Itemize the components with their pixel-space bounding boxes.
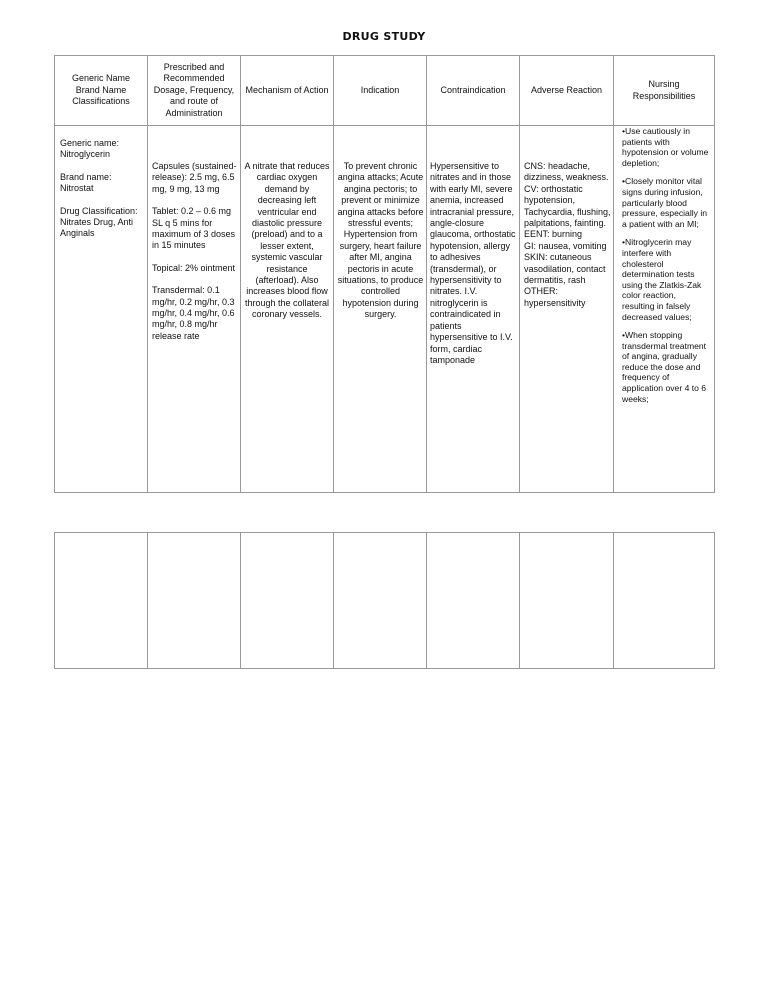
generic-value: Nitroglycerin — [60, 149, 111, 160]
blank-cell — [520, 533, 614, 669]
indication-text: To prevent chronic angina attacks; Acute angina pectoris; to prevent or minimize angina attacks before stressful events; Hypertension from surgery, heart failure after MI, angina pectoris in acute situations, to produce controlled hypotension during surgery. — [337, 161, 424, 320]
blank-cell — [241, 533, 334, 669]
blank-cell — [614, 533, 715, 669]
nursing-item: •Use cautiously in patients with hypotension or volume depletion; — [622, 126, 709, 168]
names-cell — [55, 126, 148, 493]
adverse-gi: GI: nausea, vomiting — [524, 240, 607, 251]
mechanism-cell — [241, 126, 334, 493]
blank-cell — [148, 533, 241, 669]
blank-cell — [427, 533, 520, 669]
header-names: Generic Name Brand Name Classifications — [55, 56, 148, 126]
header-dosage: Prescribed and Recommended Dosage, Frequency, and route of Administration — [148, 56, 241, 126]
dosage-tablet: Tablet: 0.2 – 0.6 mg SL q 5 mins for maximum of 3 doses in 15 minutes — [152, 206, 236, 251]
adverse-reaction-cell — [520, 126, 614, 493]
contraindication-text: Hypersensitive to nitrates and in those with early MI, severe anemia, increased intracranial pressure, angle-closure glaucoma, orthostatic hypotension, allergy to adhesives (transdermal), or hypersensitivity to nitrates. I.V. nitroglycerin is contraindicated in patients hypersensitive to I.V. form, cardiac tamponade — [430, 161, 516, 365]
header-mechanism: Mechanism of Action — [241, 56, 334, 126]
dosage-cell — [148, 126, 241, 493]
contraindication-cell — [427, 126, 520, 493]
blank-cell — [334, 533, 427, 669]
header-row — [55, 56, 715, 126]
nursing-item: •Nitroglycerin may interfere with cholesterol determination tests using the Zlatkis-Zak color reaction, resulting in falsely decreased values; — [622, 237, 702, 322]
blank-table — [54, 532, 715, 669]
adverse-cns: CNS: headache, dizziness, weakness. — [524, 161, 609, 183]
adverse-other: OTHER: hypersensitivity — [524, 286, 586, 308]
brand-value: Nitrostat — [60, 183, 94, 194]
nursing-item: •Closely monitor vital signs during infusion, particularly blood pressure, especially in a patient with an MI; — [622, 176, 708, 229]
generic-label: Generic name: — [60, 138, 120, 148]
header-adverse-reaction: Adverse Reaction — [520, 56, 614, 126]
nursing-cell — [614, 126, 715, 493]
mechanism-text: A nitrate that reduces cardiac oxygen demand by decreasing left ventricular end diastolic pressure (preload) and to a lesser extent, systemic vascular resistance (afterload). Also increases blood flow through the collateral coronary vessels. — [244, 161, 330, 320]
drug-study-table — [54, 55, 715, 493]
header-nursing-responsibilities: Nursing Responsibilities — [614, 56, 715, 126]
classification-label: Drug Classification: — [60, 205, 138, 216]
drug-row — [55, 126, 715, 493]
adverse-eent: EENT: burning — [524, 229, 583, 240]
nursing-item: •When stopping transdermal treatment of angina, gradually reduce the dose and frequency of application over 4 to 6 weeks; — [622, 330, 707, 404]
header-contraindication: Contraindication — [427, 56, 520, 126]
adverse-skin: SKIN: cutaneous vasodilation, contact dermatitis, rash — [524, 252, 606, 286]
blank-row — [55, 533, 715, 669]
classification-value: Nitrates Drug, Anti Anginals — [60, 217, 134, 239]
indication-cell — [334, 126, 427, 493]
dosage-topical: Topical: 2% ointment — [152, 262, 236, 273]
dosage-transdermal: Transdermal: 0.1 mg/hr, 0.2 mg/hr, 0.3 mg/hr, 0.4 mg/hr, 0.6 mg/hr, 0.8 mg/hr release rate — [152, 285, 235, 341]
blank-cell — [55, 533, 148, 669]
adverse-cv: CV: orthostatic hypotension, Tachycardia, flushing, palpitations, fainting. — [524, 183, 611, 229]
page-title: DRUG STUDY — [342, 30, 426, 43]
brand-label: Brand name: — [60, 171, 112, 182]
dosage-capsules: Capsules (sustained-release): 2.5 mg, 6.5 mg, 9 mg, 13 mg — [152, 161, 237, 194]
header-indication: Indication — [334, 56, 427, 126]
